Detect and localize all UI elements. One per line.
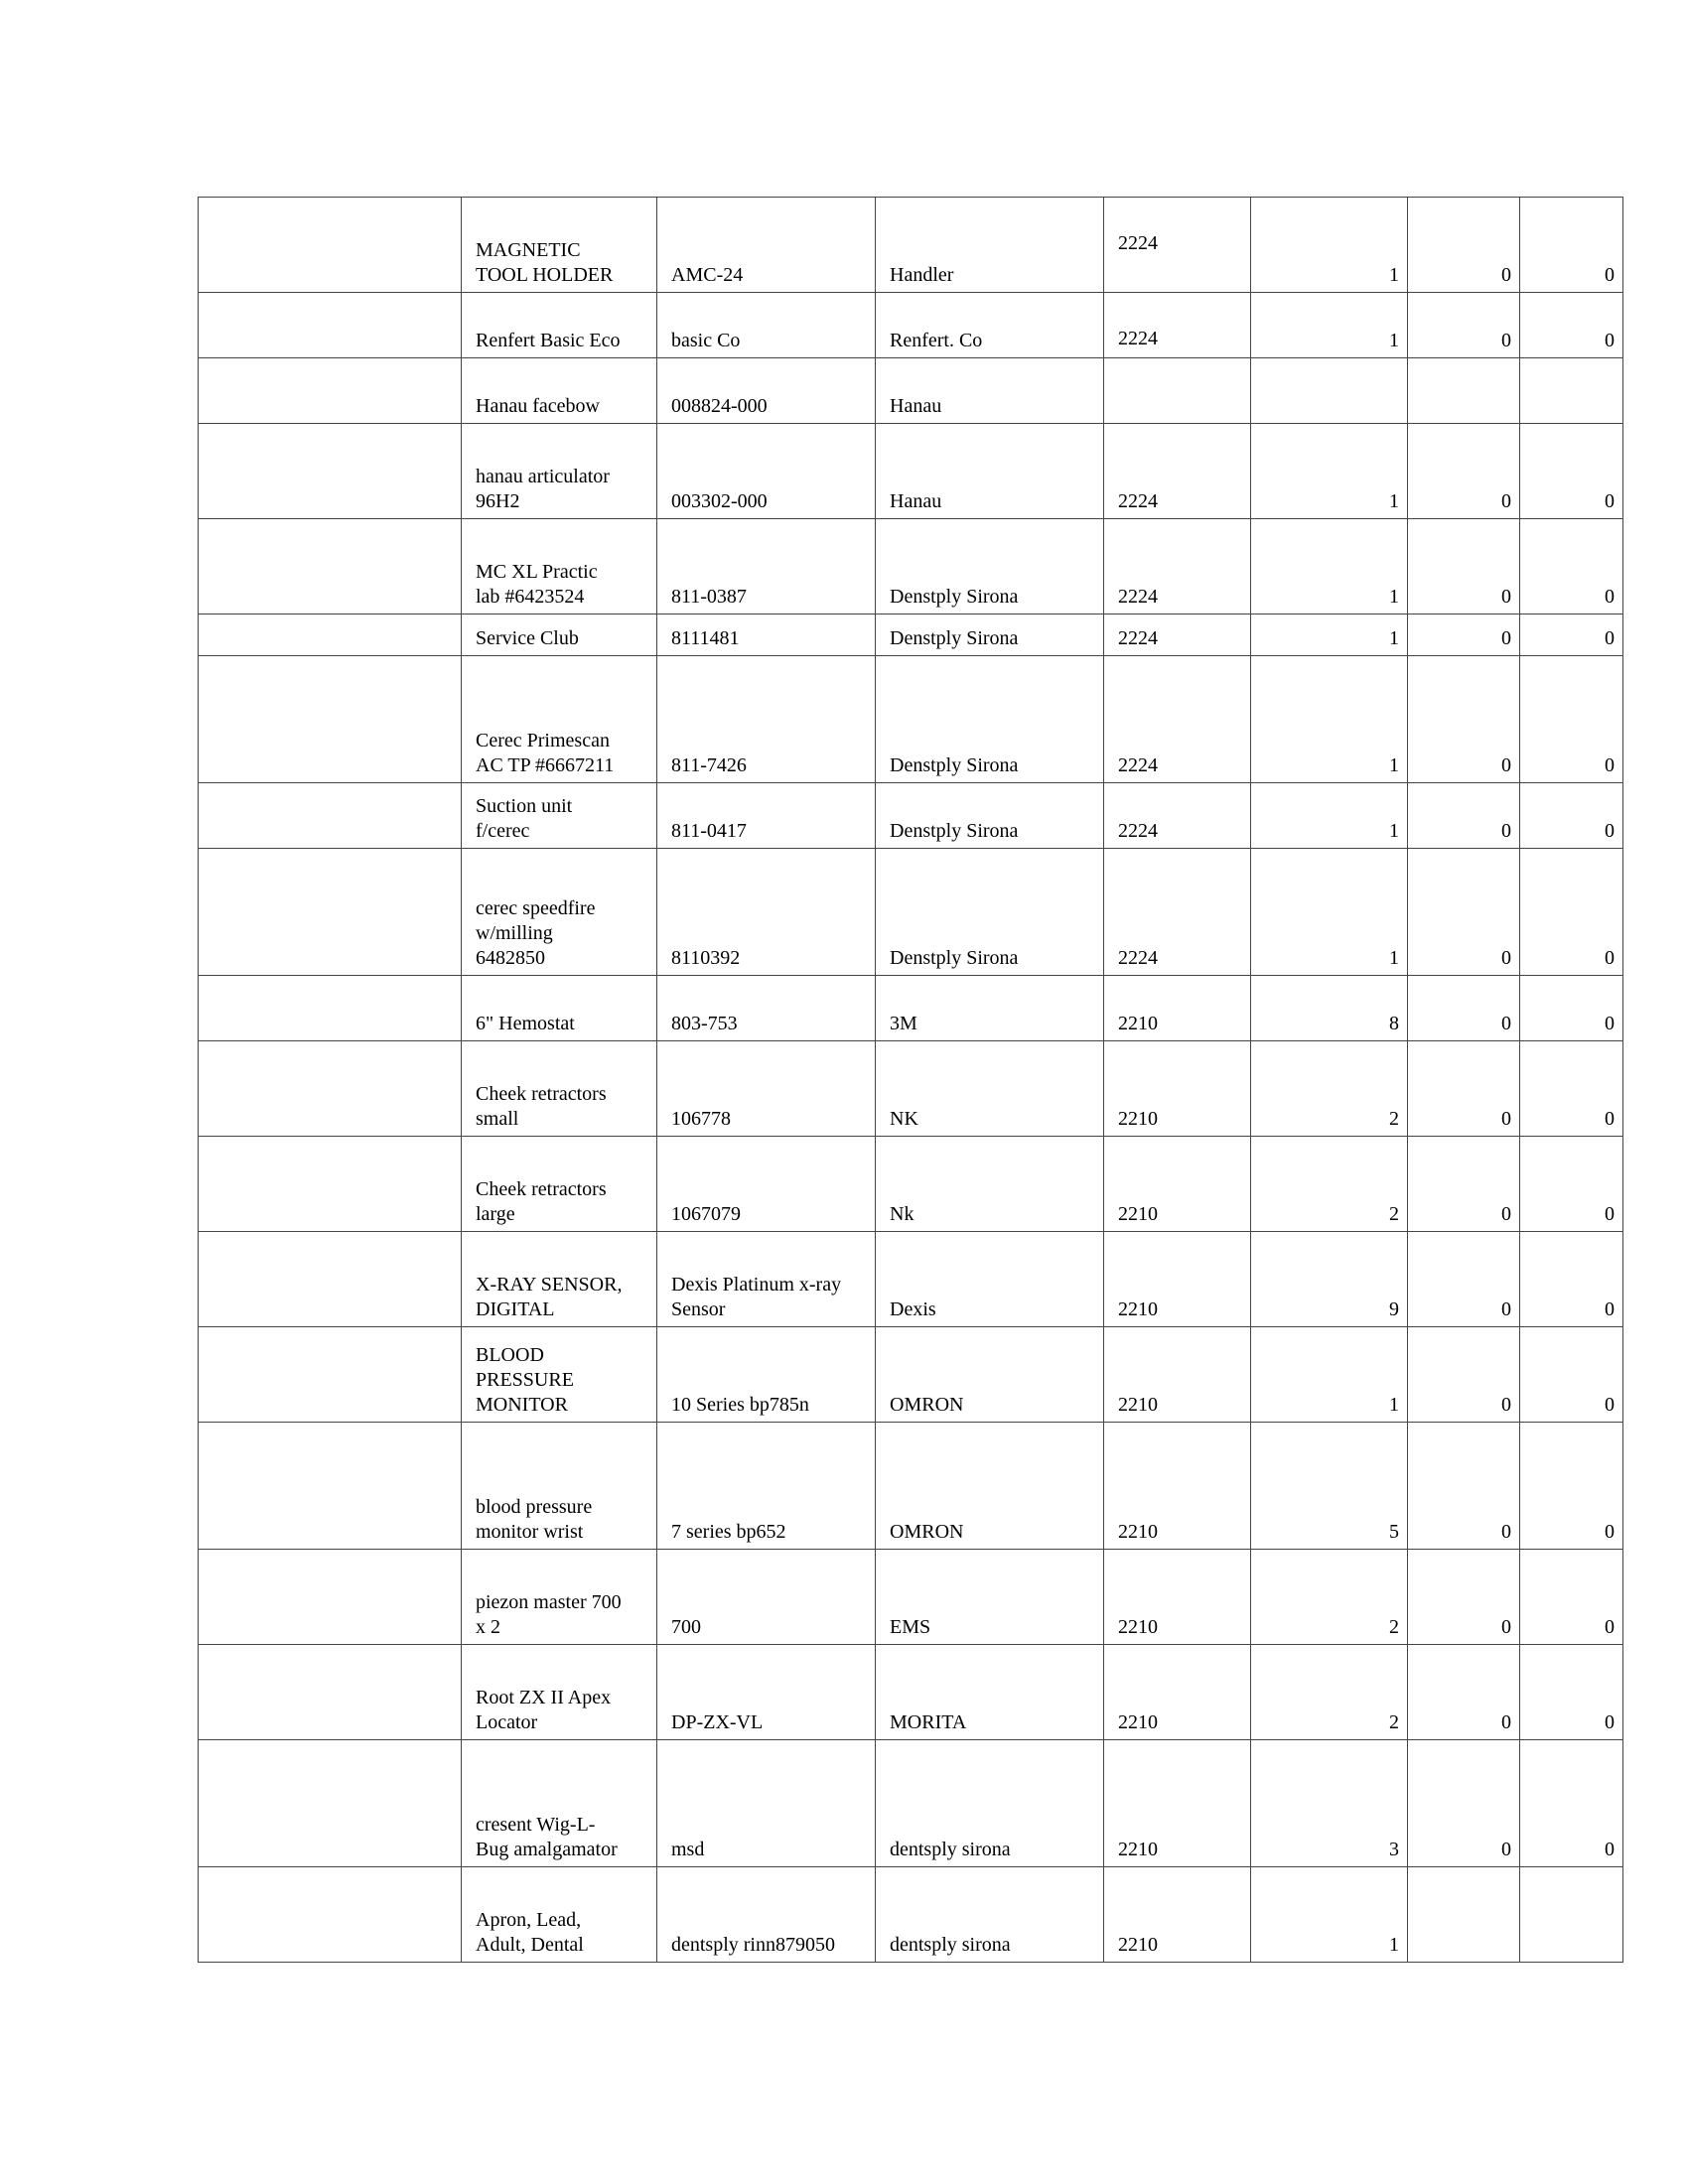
item-name-cell: Renfert Basic Eco [462,293,657,358]
blank-cell [199,519,462,614]
quantity-cell: 1 [1251,198,1408,293]
manufacturer-cell: Denstply Sirona [876,656,1104,783]
quantity-cell: 2 [1251,1041,1408,1137]
value-cell-1: 0 [1408,424,1520,519]
quantity-cell: 1 [1251,849,1408,976]
table-row [199,424,1623,519]
manufacturer-cell: OMRON [876,1423,1104,1550]
quantity-cell: 1 [1251,293,1408,358]
table-row [199,976,1623,1041]
manufacturer-cell: Dexis [876,1232,1104,1327]
model-number-cell: Dexis Platinum x-ray Sensor [657,1232,876,1327]
model-number-cell: msd [657,1740,876,1867]
value-cell-1 [1408,358,1520,424]
table-row [199,358,1623,424]
value-cell-2 [1520,1867,1623,1963]
item-name-cell: Suction unit f/cerec [462,783,657,849]
item-name-cell: piezon master 700 x 2 [462,1550,657,1645]
code-cell: 2224 [1104,614,1251,656]
value-cell-1: 0 [1408,1137,1520,1232]
code-cell: 2210 [1104,976,1251,1041]
quantity-cell: 2 [1251,1137,1408,1232]
blank-cell [199,614,462,656]
blank-cell [199,1550,462,1645]
manufacturer-cell: EMS [876,1550,1104,1645]
code-cell: 2224 [1104,424,1251,519]
value-cell-1: 0 [1408,1423,1520,1550]
table-row [199,1327,1623,1423]
table-row [199,198,1623,293]
item-name-cell: Root ZX II Apex Locator [462,1645,657,1740]
value-cell-2: 0 [1520,1137,1623,1232]
inventory-rows [199,198,1623,1963]
code-cell: 2224 [1104,293,1251,358]
code-cell: 2210 [1104,1232,1251,1327]
value-cell-1: 0 [1408,198,1520,293]
table-row [199,849,1623,976]
manufacturer-cell: Hanau [876,358,1104,424]
model-number-cell: 10 Series bp785n [657,1327,876,1423]
item-name-cell: blood pressure monitor wrist [462,1423,657,1550]
table-row [199,656,1623,783]
quantity-cell: 3 [1251,1740,1408,1867]
quantity-cell: 1 [1251,783,1408,849]
value-cell-1: 0 [1408,976,1520,1041]
code-cell: 2210 [1104,1867,1251,1963]
quantity-cell: 9 [1251,1232,1408,1327]
blank-cell [199,293,462,358]
item-name-cell: hanau articulator 96H2 [462,424,657,519]
value-cell-2: 0 [1520,293,1623,358]
value-cell-2: 0 [1520,424,1623,519]
table-row [199,519,1623,614]
value-cell-2 [1520,358,1623,424]
quantity-cell: 1 [1251,519,1408,614]
quantity-cell: 1 [1251,424,1408,519]
blank-cell [199,1867,462,1963]
blank-cell [199,1137,462,1232]
code-cell: 2210 [1104,1645,1251,1740]
model-number-cell: 008824-000 [657,358,876,424]
blank-cell [199,849,462,976]
value-cell-2: 0 [1520,1645,1623,1740]
code-cell: 2224 [1104,519,1251,614]
code-cell: 2224 [1104,656,1251,783]
value-cell-2: 0 [1520,976,1623,1041]
blank-cell [199,1740,462,1867]
value-cell-1: 0 [1408,1740,1520,1867]
value-cell-2: 0 [1520,1550,1623,1645]
item-name-cell: Cheek retractors large [462,1137,657,1232]
item-name-cell: Service Club [462,614,657,656]
item-name-cell: Cheek retractors small [462,1041,657,1137]
value-cell-2: 0 [1520,519,1623,614]
model-number-cell: 811-0417 [657,783,876,849]
model-number-cell: 106778 [657,1041,876,1137]
item-name-cell: MC XL Practic lab #6423524 [462,519,657,614]
model-number-cell: 8111481 [657,614,876,656]
code-cell: 2210 [1104,1137,1251,1232]
code-cell: 2224 [1104,783,1251,849]
table-row [199,1041,1623,1137]
code-cell: 2210 [1104,1423,1251,1550]
manufacturer-cell: OMRON [876,1327,1104,1423]
quantity-cell: 1 [1251,656,1408,783]
item-name-cell: MAGNETIC TOOL HOLDER [462,198,657,293]
value-cell-2: 0 [1520,1423,1623,1550]
quantity-cell: 2 [1251,1550,1408,1645]
value-cell-1: 0 [1408,849,1520,976]
blank-cell [199,976,462,1041]
code-cell: 2224 [1104,198,1251,293]
code-cell: 2210 [1104,1041,1251,1137]
model-number-cell: 803-753 [657,976,876,1041]
value-cell-1: 0 [1408,293,1520,358]
blank-cell [199,1327,462,1423]
value-cell-2: 0 [1520,1041,1623,1137]
table-row [199,1232,1623,1327]
code-cell: 2224 [1104,849,1251,976]
value-cell-1: 0 [1408,783,1520,849]
value-cell-2: 0 [1520,783,1623,849]
manufacturer-cell: Nk [876,1137,1104,1232]
item-name-cell: cerec speedfire w/milling 6482850 [462,849,657,976]
model-number-cell: basic Co [657,293,876,358]
table-row [199,1137,1623,1232]
model-number-cell: DP-ZX-VL [657,1645,876,1740]
item-name-cell: BLOOD PRESSURE MONITOR [462,1327,657,1423]
value-cell-2: 0 [1520,198,1623,293]
table-row [199,1550,1623,1645]
model-number-cell: 003302-000 [657,424,876,519]
table-row [199,293,1623,358]
manufacturer-cell: Denstply Sirona [876,519,1104,614]
value-cell-1 [1408,1867,1520,1963]
quantity-cell: 1 [1251,1867,1408,1963]
model-number-cell: 8110392 [657,849,876,976]
blank-cell [199,424,462,519]
table-row [199,1867,1623,1963]
code-cell [1104,358,1251,424]
item-name-cell: cresent Wig-L- Bug amalgamator [462,1740,657,1867]
item-name-cell: Cerec Primescan AC TP #6667211 [462,656,657,783]
model-number-cell: 811-0387 [657,519,876,614]
table-row [199,1740,1623,1867]
value-cell-2: 0 [1520,614,1623,656]
value-cell-2: 0 [1520,1327,1623,1423]
table-row [199,783,1623,849]
manufacturer-cell: dentsply sirona [876,1867,1104,1963]
table-row [199,614,1623,656]
manufacturer-cell: 3M [876,976,1104,1041]
model-number-cell: 811-7426 [657,656,876,783]
blank-cell [199,1423,462,1550]
manufacturer-cell: Handler [876,198,1104,293]
quantity-cell: 5 [1251,1423,1408,1550]
code-cell: 2210 [1104,1740,1251,1867]
model-number-cell: 7 series bp652 [657,1423,876,1550]
table-row [199,1645,1623,1740]
value-cell-1: 0 [1408,1645,1520,1740]
code-cell: 2210 [1104,1550,1251,1645]
item-name-cell: Hanau facebow [462,358,657,424]
value-cell-2: 0 [1520,1740,1623,1867]
manufacturer-cell: Denstply Sirona [876,783,1104,849]
value-cell-2: 0 [1520,656,1623,783]
quantity-cell: 1 [1251,1327,1408,1423]
blank-cell [199,783,462,849]
inventory-table [198,197,1623,1963]
model-number-cell: 700 [657,1550,876,1645]
blank-cell [199,656,462,783]
blank-cell [199,1645,462,1740]
manufacturer-cell: Denstply Sirona [876,849,1104,976]
value-cell-1: 0 [1408,656,1520,783]
manufacturer-cell: Hanau [876,424,1104,519]
item-name-cell: X-RAY SENSOR, DIGITAL [462,1232,657,1327]
manufacturer-cell: dentsply sirona [876,1740,1104,1867]
value-cell-1: 0 [1408,1232,1520,1327]
value-cell-1: 0 [1408,519,1520,614]
blank-cell [199,358,462,424]
item-name-cell: Apron, Lead, Adult, Dental [462,1867,657,1963]
quantity-cell: 8 [1251,976,1408,1041]
manufacturer-cell: Renfert. Co [876,293,1104,358]
quantity-cell [1251,358,1408,424]
value-cell-1: 0 [1408,1550,1520,1645]
manufacturer-cell: NK [876,1041,1104,1137]
item-name-cell: 6" Hemostat [462,976,657,1041]
model-number-cell: AMC-24 [657,198,876,293]
blank-cell [199,1041,462,1137]
blank-cell [199,1232,462,1327]
model-number-cell: 1067079 [657,1137,876,1232]
manufacturer-cell: Denstply Sirona [876,614,1104,656]
code-cell: 2210 [1104,1327,1251,1423]
manufacturer-cell: MORITA [876,1645,1104,1740]
blank-cell [199,198,462,293]
value-cell-1: 0 [1408,1327,1520,1423]
quantity-cell: 2 [1251,1645,1408,1740]
value-cell-2: 0 [1520,1232,1623,1327]
table-row [199,1423,1623,1550]
value-cell-2: 0 [1520,849,1623,976]
quantity-cell: 1 [1251,614,1408,656]
model-number-cell: dentsply rinn879050 [657,1867,876,1963]
value-cell-1: 0 [1408,614,1520,656]
value-cell-1: 0 [1408,1041,1520,1137]
